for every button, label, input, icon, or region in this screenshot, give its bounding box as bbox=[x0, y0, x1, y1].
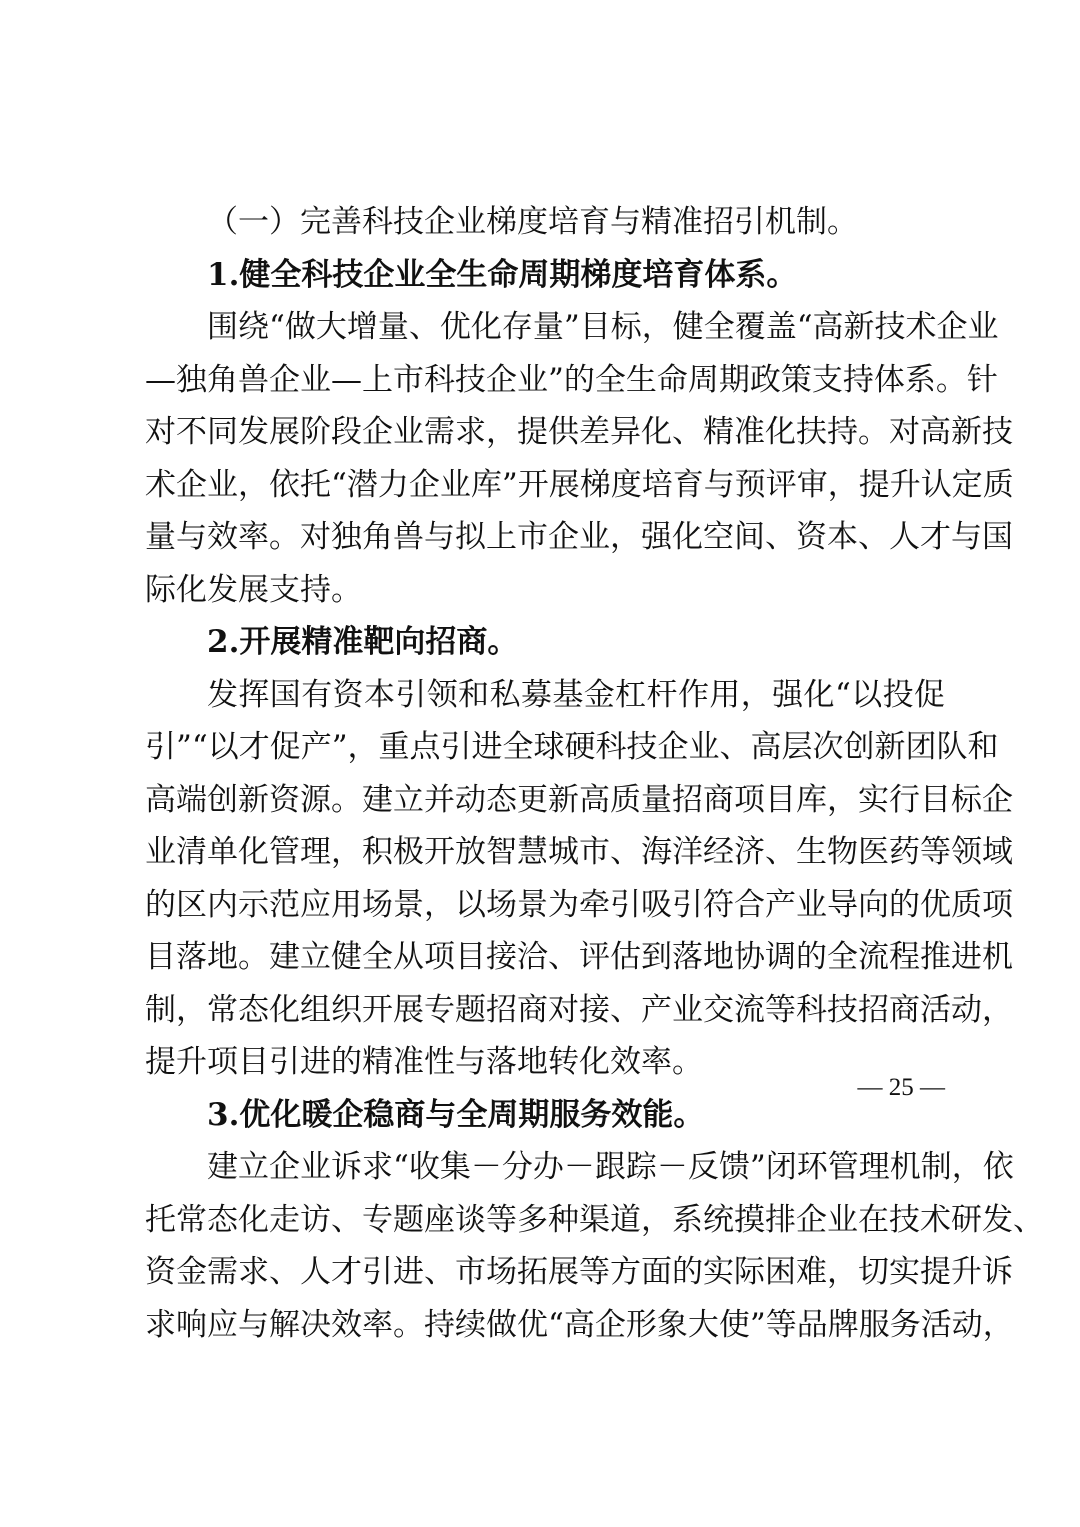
item-1-line: 际化发展支持。 bbox=[145, 571, 362, 608]
item-3-line: 建立企业诉求“收集－分办－跟踪－反馈”闭环管理机制，依 bbox=[207, 1149, 1014, 1185]
page-number: — 25 — bbox=[857, 1074, 945, 1101]
item-2-line: 目落地。建立健全从项目接洽、评估到落地协调的全流程推进机 bbox=[145, 939, 1013, 975]
item-2-line: 引”“以才促产”，重点引进全球硬科技企业、高层次创新团队和 bbox=[145, 729, 999, 765]
item-2-line: 的区内示范应用场景，以场景为牵引吸引符合产业导向的优质项 bbox=[145, 886, 1013, 923]
item-1-line: 量与效率。对独角兽与拟上市企业，强化空间、资本、人才与国 bbox=[145, 519, 1013, 555]
item-1-line: 围绕“做大增量、优化存量”目标，健全覆盖“高新技术企业 bbox=[207, 309, 999, 345]
item-1-line: 术企业，依托“潜力企业库”开展梯度培育与预评审，提升认定质 bbox=[145, 466, 1014, 503]
item-2-line: 制，常态化组织开展专题招商对接、产业交流等科技招商活动， bbox=[145, 991, 1013, 1028]
item-3-title: 3.优化暖企稳商与全周期服务效能。 bbox=[207, 1096, 705, 1133]
item-1-title: 1.健全科技企业全生命周期梯度培育体系。 bbox=[207, 256, 798, 293]
item-2-line: 发挥国有资本引领和私募基金杠杆作用，强化“以投促 bbox=[207, 676, 945, 713]
item-1-line: 对不同发展阶段企业需求，提供差异化、精准化扶持。对高新技 bbox=[145, 414, 1013, 450]
item-3-line: 资金需求、人才引进、市场拓展等方面的实际困难，切实提升诉 bbox=[145, 1254, 1013, 1290]
document-body bbox=[145, 196, 1044, 1351]
item-3-line: 求响应与解决效率。持续做优“高企形象大使”等品牌服务活动， bbox=[145, 1306, 1014, 1343]
item-2-line: 提升项目引进的精准性与落地转化效率。 bbox=[145, 1044, 703, 1080]
item-3-line: 托常态化走访、专题座谈等多种渠道，系统摸排企业在技术研发、 bbox=[145, 1201, 1044, 1238]
item-2-title: 2.开展精准靶向招商。 bbox=[207, 624, 519, 660]
item-2-line: 高端创新资源。建立并动态更新高质量招商项目库，实行目标企 bbox=[145, 781, 1013, 818]
item-1-line: —独角兽企业—上市科技企业”的全生命周期政策支持体系。针 bbox=[145, 361, 998, 398]
section-heading: （一）完善科技企业梯度培育与精准招引机制。 bbox=[207, 204, 858, 240]
item-2-line: 业清单化管理，积极开放智慧城市、海洋经济、生物医药等领域 bbox=[145, 834, 1013, 870]
